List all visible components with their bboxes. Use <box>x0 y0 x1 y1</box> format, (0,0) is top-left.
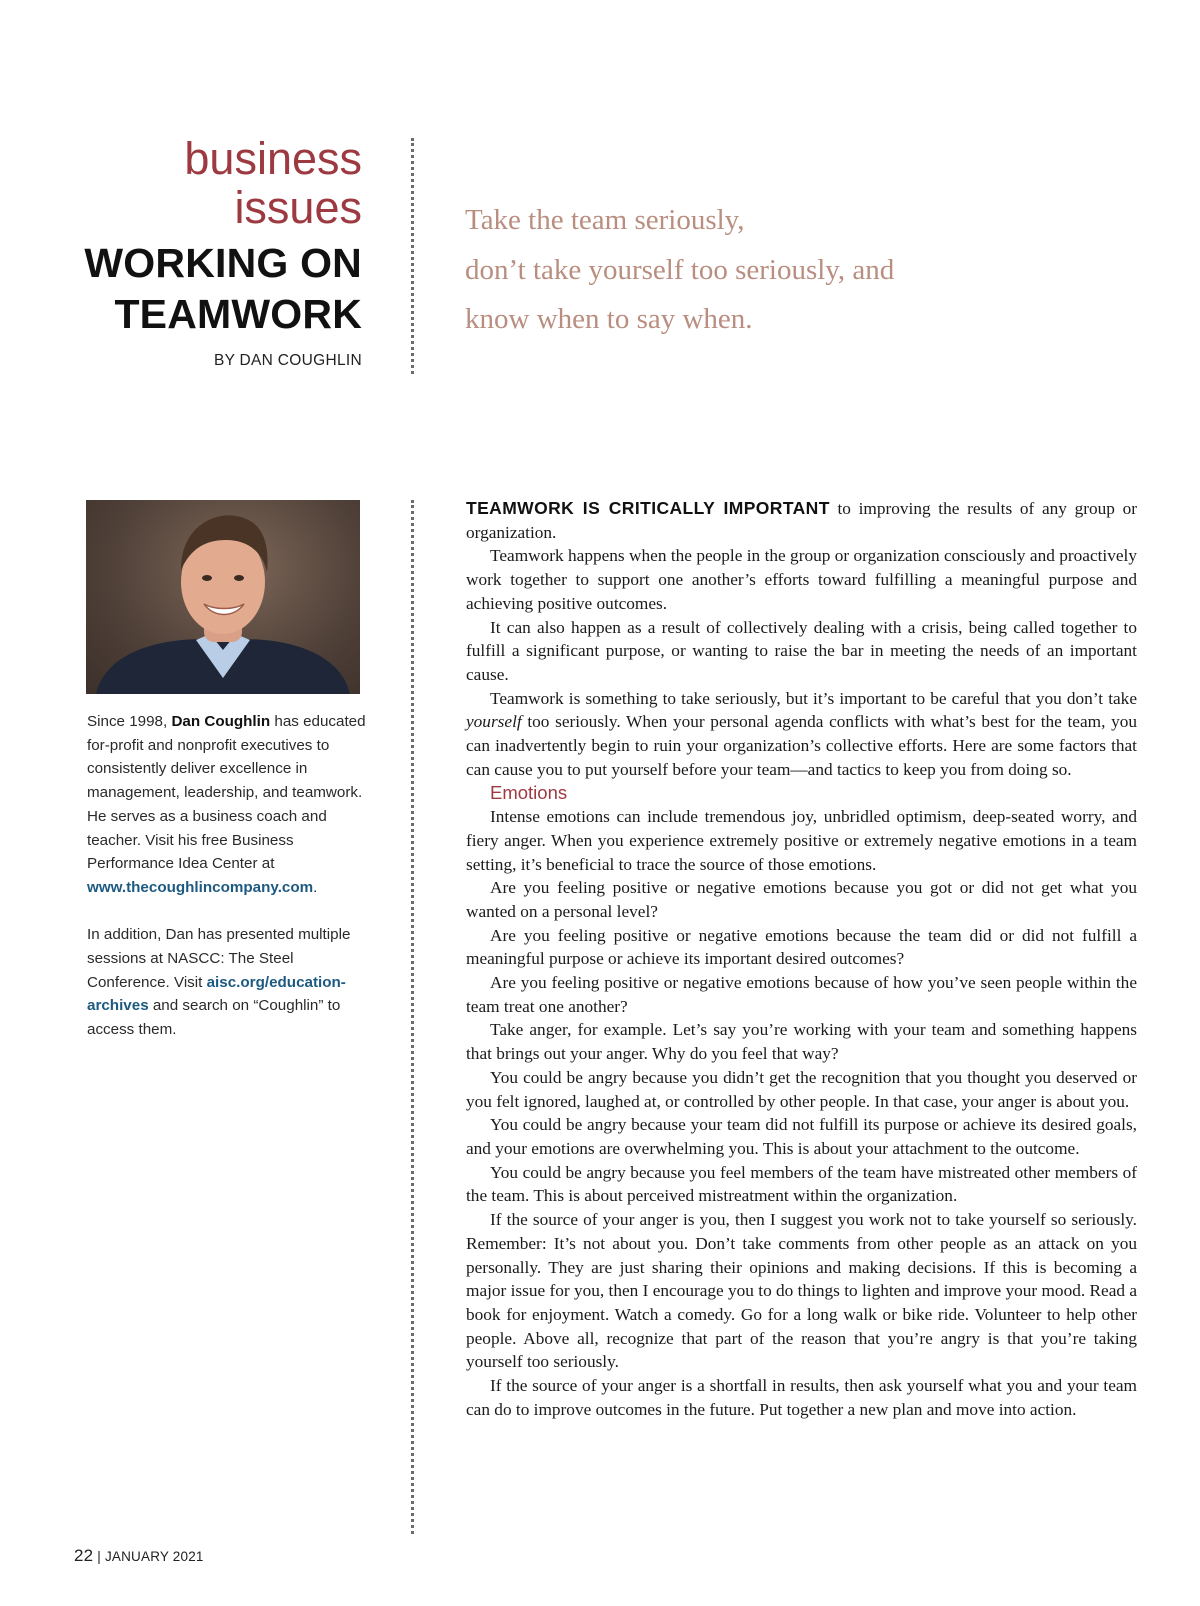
body-paragraph: You could be angry because you didn’t get the recognition that you thought you deserved or you felt ignored, laughed at, or controlled by other people. In that case, your anger is about you. <box>466 1067 1137 1111</box>
article-title <box>84 238 362 340</box>
body-paragraph: If the source of your anger is a shortfall in results, then ask yourself what you and your team can do to improve outcomes in the future. Put together a new plan and move into action. <box>466 1376 1137 1419</box>
bio-paragraph-1 <box>87 710 372 900</box>
bio-text: and search on “Coughlin” to access them. <box>87 997 341 1039</box>
bio-text: has educated for-profit and nonprofit executives to consistently deliver excellence in management, leadership, and teamwork. He serves as a business coach and teacher. Visit his free Business Performance Idea Center at <box>87 713 366 873</box>
archives-link[interactable]: aisc.org/education-archives <box>87 973 346 1015</box>
article-body <box>466 497 1137 1421</box>
body-paragraph: Are you feeling positive or negative emotions because you got or did not get what you wanted on a personal level? <box>466 878 1137 921</box>
body-text: too seriously. When your personal agenda conflicts with what’s best for the team, you can inadvertently begin to ruin your organization’s collective efforts. Here are some factors that can cause you to put yourself before your team—and tactics to keep you from doing so. <box>466 712 1137 779</box>
kicker-line-2: issues <box>234 182 362 233</box>
kicker-line-1: business <box>184 133 362 184</box>
author-name: Dan Coughlin <box>171 713 271 730</box>
bio-text: In addition, Dan has presented multiple sessions at NASCC: The Steel Conference. Visit <box>87 926 351 991</box>
body-paragraph: You could be angry because you feel members of the team have mistreated other members of the team. This is about perceived mistreatment within the organization. <box>466 1162 1137 1206</box>
body-paragraph <box>466 687 1137 782</box>
body-paragraph: Teamwork happens when the people in the group or organization consciously and proactively work together to support one another’s efforts toward fulfilling a meaningful purpose and achieving positive outcomes. <box>466 546 1137 613</box>
section-heading: Emotions <box>490 782 568 804</box>
body-text: to improving the results of any group or organization. <box>466 499 1137 542</box>
pull-quote-line-3: know when to say when. <box>465 303 753 335</box>
bio-text: Since 1998, <box>87 713 172 730</box>
pull-quote-line-1: Take the team seriously, <box>465 204 745 236</box>
issue-date: JANUARY 2021 <box>104 1549 204 1564</box>
body-paragraph: It can also happen as a result of collectively dealing with a crisis, being called together to fulfill a significant purpose, or wanting to raise the bar in meeting the needs of an important cause. <box>466 617 1137 684</box>
body-paragraph: Take anger, for example. Let’s say you’re working with your team and something happens that brings out your anger. Why do you feel that way? <box>466 1020 1137 1064</box>
body-paragraph: Are you feeling positive or negative emotions because the team did or did not fulfill a meaningful purpose or achieve its important desired outcomes? <box>466 925 1137 969</box>
dotted-divider-top <box>411 138 414 374</box>
author-photo <box>86 500 360 694</box>
section-kicker <box>184 134 362 232</box>
body-paragraph: Are you feeling positive or negative emotions because of how you’ve seen people within the team treat one another? <box>466 973 1137 1016</box>
pull-quote <box>465 196 1085 345</box>
body-text: Teamwork is something to take seriously, but it’s important to be careful that you don’t take <box>490 688 1137 708</box>
byline: BY DAN COUGHLIN <box>213 352 362 369</box>
folio-separator: | <box>97 1549 101 1564</box>
pull-quote-line-2: don’t take yourself too seriously, and <box>465 253 895 286</box>
body-paragraph: Intense emotions can include tremendous joy, unbridled optimism, deep-seated worry, and fiery anger. When you experience extremely positive or extremely negative emotions in a team setting, it’s beneficial to trace the source of those emotions. <box>466 807 1137 874</box>
author-portrait-icon <box>86 500 360 694</box>
lead-in: TEAMWORK IS CRITICALLY IMPORTANT <box>466 498 830 518</box>
bio-paragraph-2 <box>87 923 372 1042</box>
author-bio <box>87 710 372 1066</box>
emphasis: yourself <box>466 712 522 732</box>
title-line-2: TEAMWORK <box>114 291 362 337</box>
body-paragraph <box>466 497 1137 544</box>
body-paragraph: You could be angry because your team did not fulfill its purpose or achieve its desired goals, and your emotions are overwhelming you. This is about your attachment to the outcome. <box>466 1115 1137 1158</box>
website-link[interactable]: www.thecoughlincompany.com <box>87 878 314 896</box>
page-number: 22 <box>74 1546 94 1565</box>
body-paragraph: If the source of your anger is you, then I suggest you work not to take yourself so seriously. Remember: It’s not about you. Don’t take comments from other people as an attack on you personally. They are just sharing their opinions and making decisions. If this is becoming a major issue for you, then I encourage you to do things to lighten and improve your mood. Read a book for enjoyment. Watch a comedy. Go for a long walk or bike ride. Volunteer to help other people. Above all, recognize that part of the reason that you’re angry is that you’re taking yourself too seriously. <box>466 1210 1137 1372</box>
title-line-1: WORKING ON <box>84 240 362 286</box>
dotted-divider-main <box>411 500 414 1534</box>
bio-text: . <box>313 878 318 896</box>
page-folio <box>74 1546 204 1566</box>
